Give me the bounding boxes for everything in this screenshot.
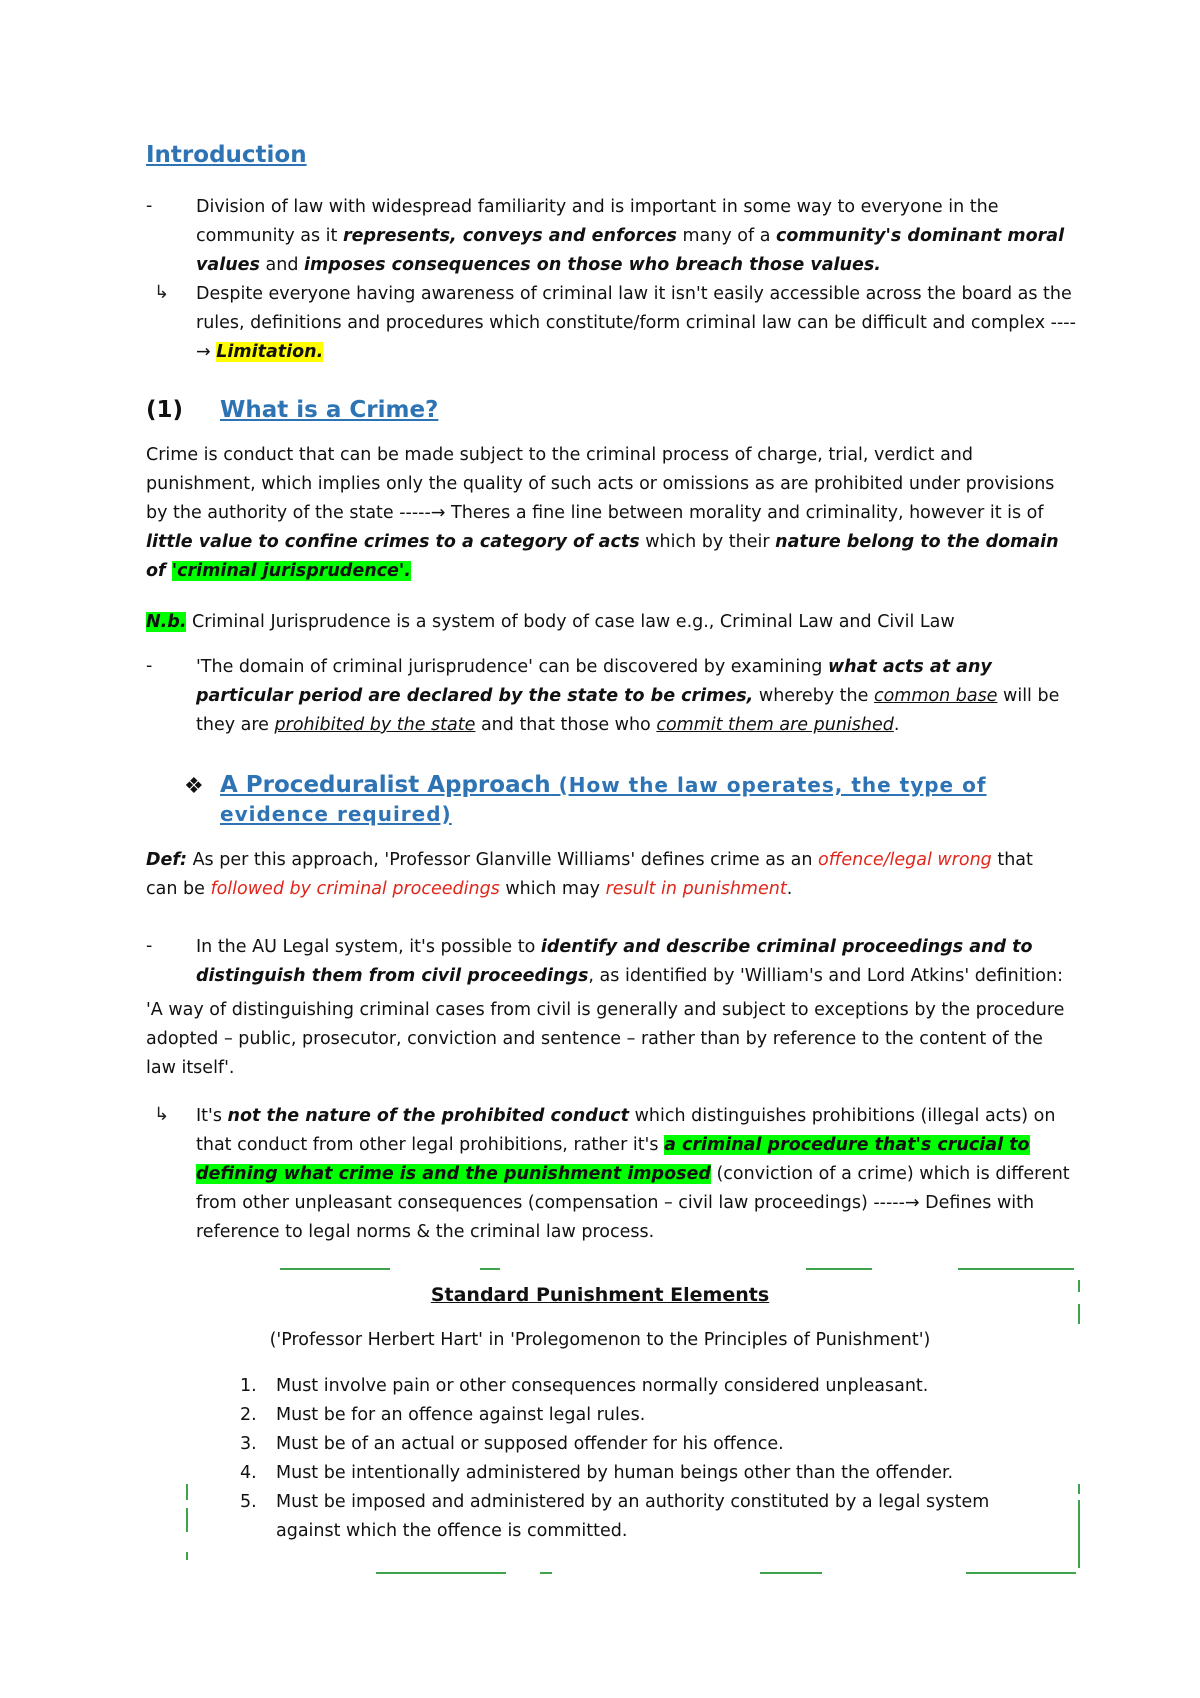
crime-paragraph: Crime is conduct that can be made subject to the criminal process of charge, trial, verdict and punishment, which implies only the quality of such acts or omissions as are prohibited under provisions by the authority of the state -----→ Theres a fine line between morality and criminality, however it is of little value to confine crimes to a category of acts which by their nature belong to the domain of 'criminal jurisprudence'. — [146, 445, 1059, 581]
box-border-bottom — [966, 1572, 1076, 1574]
section-number: (1) — [146, 397, 184, 423]
list-item-number: 2. — [240, 1405, 257, 1425]
dash-bullet: - — [146, 196, 153, 216]
diamond-bullet-icon: ❖ — [184, 774, 204, 799]
proceduralist-approach-heading: A Proceduralist Approach (How the law operates, the type of evidence required) — [220, 772, 987, 826]
list-item — [230, 1372, 1030, 1401]
list-item-text: Must be for an offence against legal rules. — [276, 1405, 646, 1425]
punishment-elements-list — [230, 1372, 1030, 1546]
box-border-top — [806, 1268, 872, 1270]
au-legal-paragraph: In the AU Legal system, it's possible to identify and describe criminal proceedings and to distinguish them from civil proceedings, as identified by 'William's and Lord Atkins' definition: — [196, 937, 1063, 986]
arrow-bullet-icon: ↳ — [154, 1104, 170, 1125]
definition-paragraph: Def: As per this approach, 'Professor Glanville Williams' defines crime as an offence/legal wrong that can be followed by criminal proceedings which may result in punishment. — [146, 850, 1033, 899]
box-border-right — [1078, 1304, 1080, 1324]
list-item-number: 5. — [240, 1492, 257, 1512]
box-border-left — [186, 1508, 188, 1532]
list-item-text: Must be of an actual or supposed offender for his offence. — [276, 1434, 784, 1454]
box-border-right — [1078, 1500, 1080, 1568]
list-item — [230, 1459, 1030, 1488]
box-border-bottom — [540, 1572, 552, 1574]
box-border-top — [958, 1268, 1074, 1270]
list-item-number: 1. — [240, 1376, 257, 1396]
box-border-top — [280, 1268, 390, 1270]
dash-bullet: - — [146, 936, 153, 956]
box-border-left — [186, 1484, 188, 1500]
box-border-right — [1078, 1484, 1080, 1494]
introduction-heading: Introduction — [146, 142, 307, 168]
box-border-bottom — [760, 1572, 822, 1574]
box-border-bottom — [376, 1572, 506, 1574]
list-item — [230, 1430, 1030, 1459]
list-item-number: 4. — [240, 1463, 257, 1483]
box-border-top — [480, 1268, 500, 1270]
list-item-text: Must involve pain or other consequences normally considered unpleasant. — [276, 1376, 929, 1396]
list-item-text: Must be intentionally administered by human beings other than the offender. — [276, 1463, 954, 1483]
arrow-bullet-icon: ↳ — [154, 282, 170, 303]
list-item — [230, 1488, 1030, 1546]
list-item-number: 3. — [240, 1434, 257, 1454]
intro-paragraph-1: Division of law with widespread familiarity and is important in some way to everyone in the community as it represents, conveys and enforces many of a community's dominant moral values and imposes consequences on those who breach those values. — [196, 197, 1065, 275]
punishment-elements-subtitle: ('Professor Herbert Hart' in 'Prolegomenon to the Principles of Punishment') — [269, 1330, 931, 1350]
intro-paragraph-2: Despite everyone having awareness of criminal law it isn't easily accessible across the board as the rules, definitions and procedures which constitute/form criminal law can be difficult and complex ----→ Limitation. — [196, 284, 1076, 362]
crime-paragraph-2: 'The domain of criminal jurisprudence' can be discovered by examining what acts at any particular period are declared by the state to be crimes, whereby the common base will be they are prohibited by the state and that those who commit them are punished. — [196, 657, 1060, 735]
list-item-text: Must be imposed and administered by an authority constituted by a legal system against which the offence is committed. — [276, 1492, 990, 1541]
procedure-paragraph: It's not the nature of the prohibited conduct which distinguishes prohibitions (illegal acts) on that conduct from other legal prohibitions, rather it's a criminal procedure that's crucial to defining what crime is and the punishment imposed (conviction of a crime) which is different from other unpleasant consequences (compensation – civil law proceedings) -----→ Defines with reference to legal norms & the criminal law process. — [196, 1106, 1070, 1242]
punishment-elements-title: Standard Punishment Elements — [430, 1284, 770, 1306]
box-border-left — [186, 1552, 188, 1560]
dash-bullet: - — [146, 656, 153, 676]
quote-paragraph: 'A way of distinguishing criminal cases from civil is generally and subject to exceptions by the procedure adopted – public, prosecutor, conviction and sentence – rather than by reference to the content of the law itself'. — [146, 1000, 1065, 1078]
list-item — [230, 1401, 1030, 1430]
what-is-a-crime-heading: What is a Crime? — [220, 397, 439, 423]
nb-note: N.b. Criminal Jurisprudence is a system of body of case law e.g., Criminal Law and Civil Law — [146, 612, 955, 632]
